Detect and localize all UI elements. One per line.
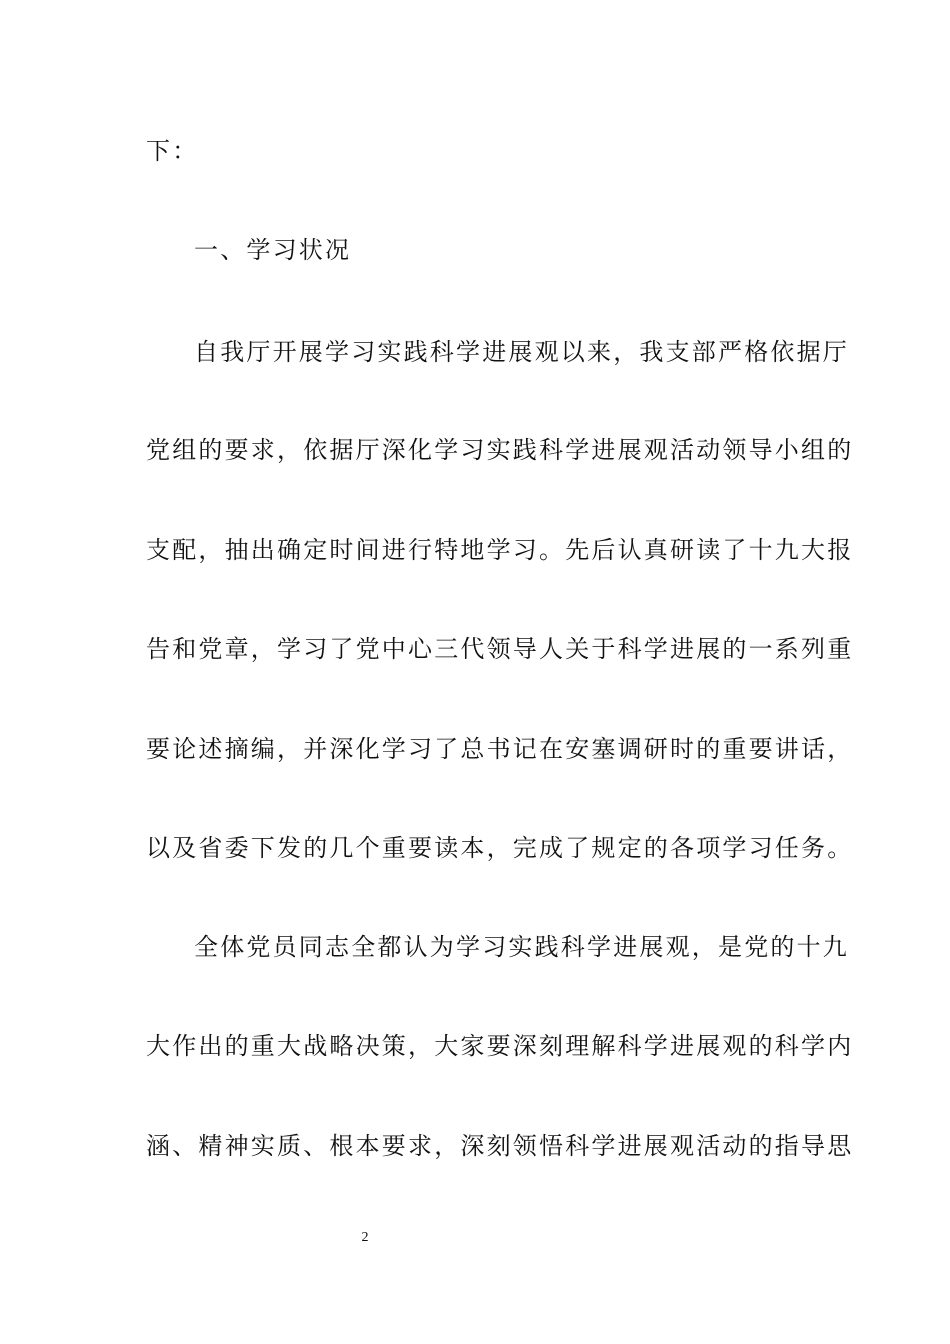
paragraph-line: 大作出的重大战略决策，大家要深刻理解科学进展观的科学内 xyxy=(146,1032,854,1060)
paragraph-line: 支配，抽出确定时间进行特地学习。先后认真研读了十九大报 xyxy=(146,536,854,564)
page-number: 2 xyxy=(361,1230,369,1245)
text-line: 下： xyxy=(146,137,199,165)
paragraph-line: 全体党员同志全都认为学习实践科学进展观，是党的十九 xyxy=(194,933,849,961)
paragraph-line: 党组的要求，依据厅深化学习实践科学进展观活动领导小组的 xyxy=(146,436,854,464)
paragraph-line: 自我厅开展学习实践科学进展观以来，我支部严格依据厅 xyxy=(194,338,849,366)
paragraph-line: 涵、精神实质、根本要求，深刻领悟科学进展观活动的指导思 xyxy=(146,1132,854,1160)
paragraph-line: 要论述摘编，并深化学习了总书记在安塞调研时的重要讲话， xyxy=(146,735,854,763)
paragraph-line: 告和党章，学习了党中心三代领导人关于科学进展的一系列重 xyxy=(146,635,854,663)
section-heading: 一、学习状况 xyxy=(194,236,352,264)
paragraph-line: 以及省委下发的几个重要读本，完成了规定的各项学习任务。 xyxy=(146,834,854,862)
